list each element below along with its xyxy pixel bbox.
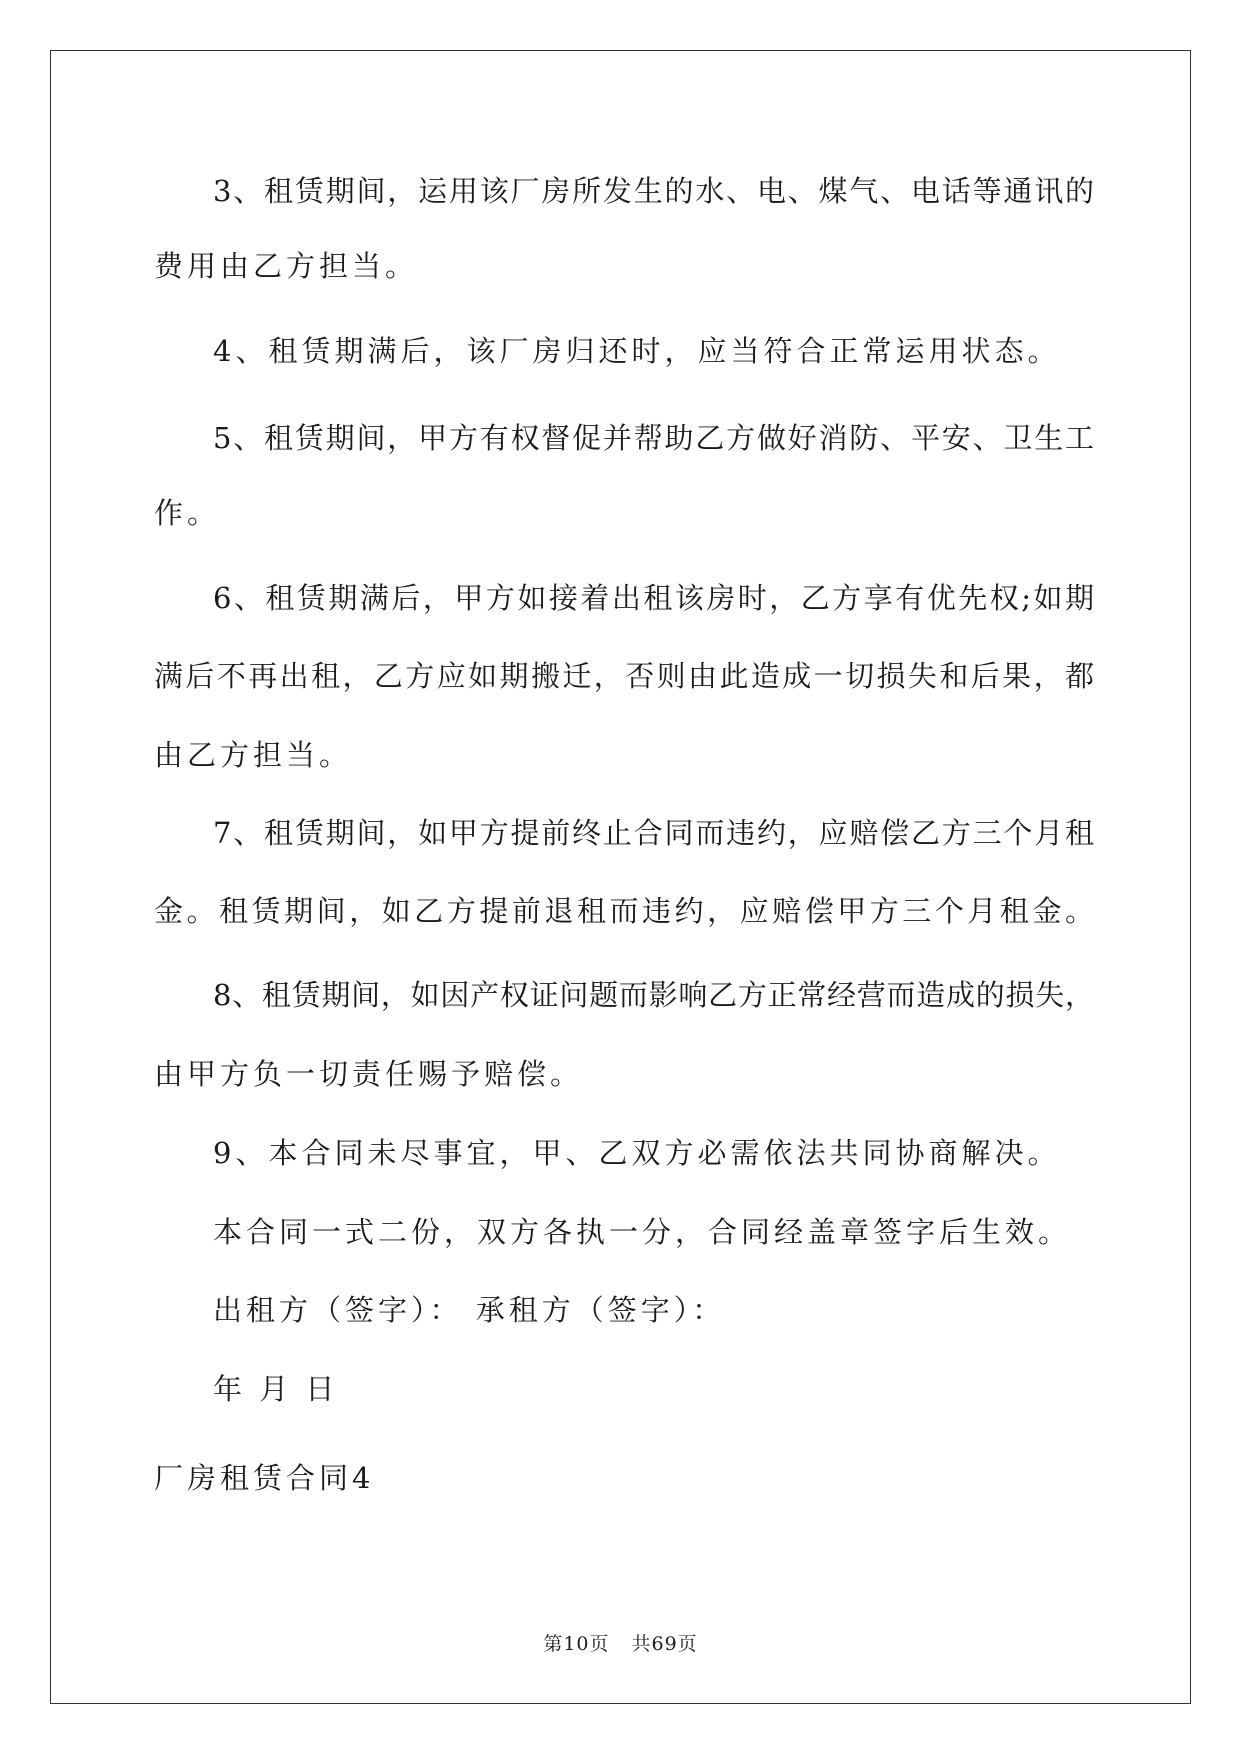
page-number-current: 第10页 <box>543 1633 610 1655</box>
page-frame <box>50 50 1191 1704</box>
signature-line: 出租方（签字）： 承租方（签字）： <box>213 1293 726 1327</box>
clause-4-line-1: 4、租赁期满后，该厂房归还时，应当符合正常运用状态。 <box>213 334 1061 368</box>
clause-3-line-1: 3、租赁期间，运用该厂房所发生的水、电、煤气、电话等通讯的 <box>213 174 1094 208</box>
clause-6-line-3: 由乙方担当。 <box>154 738 353 772</box>
clause-8-line-2: 由甲方负一切责任赐予赔偿。 <box>154 1057 584 1091</box>
clause-5-line-1: 5、租赁期间，甲方有权督促并帮助乙方做好消防、平安、卫生工 <box>213 421 1094 455</box>
page-footer <box>0 1632 1241 1656</box>
section-heading: 厂房租赁合同4 <box>154 1461 375 1495</box>
clause-5-line-2: 作。 <box>154 496 221 530</box>
clause-8-line-1: 8、租赁期间，如因产权证问题而影响乙方正常经营而造成的损失， <box>213 978 1094 1012</box>
clause-9-line-1: 9、本合同未尽事宜，甲、乙双方必需依法共同协商解决。 <box>213 1136 1061 1170</box>
clause-6-line-2: 满后不再出租，乙方应如期搬迁，否则由此造成一切损失和后果，都 <box>154 659 1094 693</box>
page-number-total: 共69页 <box>631 1633 698 1655</box>
clause-6-line-1: 6、租赁期满后，甲方如接着出租该房时，乙方享有优先权;如期 <box>213 581 1094 615</box>
effectiveness-clause: 本合同一式二份，双方各执一分，合同经盖章签字后生效。 <box>213 1215 1072 1249</box>
clause-3-line-2: 费用由乙方担当。 <box>154 249 419 283</box>
clause-7-line-2: 金。租赁期间，如乙方提前退租而违约，应赔偿甲方三个月租金。 <box>154 894 1094 928</box>
clause-7-line-1: 7、租赁期间，如甲方提前终止合同而违约，应赔偿乙方三个月租 <box>213 816 1094 850</box>
date-line: 年 月 日 <box>213 1372 339 1406</box>
